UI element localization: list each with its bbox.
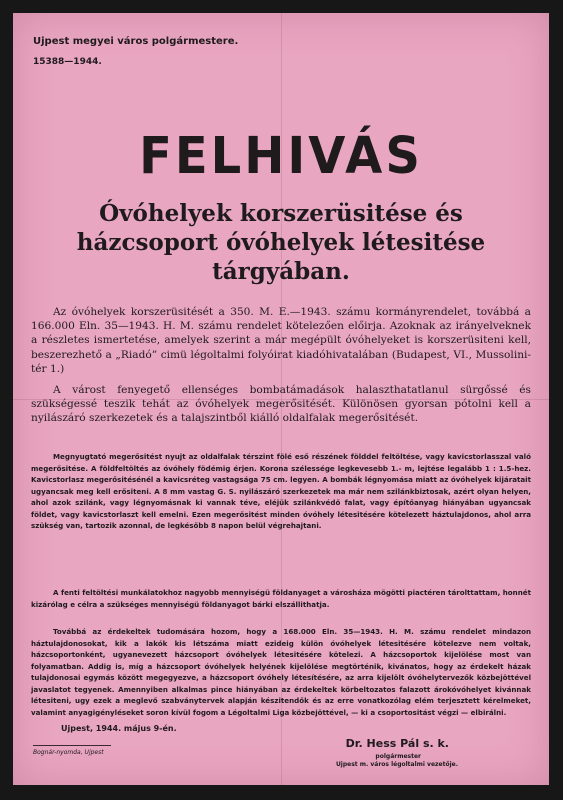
signer-name: Dr. Hess Pál s. k.: [345, 737, 449, 750]
issuer-line: Ujpest megyei város polgármestere.: [33, 36, 239, 47]
printer-divider: [33, 745, 111, 746]
poster-sheet: [13, 13, 549, 785]
paragraph-group-shelters: Továbbá az érdekeltek tudomására hozom, hogy a 168.000 Eln. 35—1943. H. M. számu rendelet mindazon háztulajdonosokat, kik a lakók kis létszáma miatt ezideig külön óvóhelyek létesitésére kötelezve nem voltak, házcsoportonként, ugyanevezett házcsoport óvóhelyek létesitésére kötelezi. A házcsoportok kijelölése most van folyamatban. Addig is, míg a házcsoport óvóhelyek helyének kijelölése megtörténik, kivánatos, hogy az érdekelt házak tulajdonosai egymás között megegyezve, a házcsoport óvóhely létesítésére, az arra kijelölt óvóhelytervezők közbejöttével javaslatot tegyenek. Amennyiben alkalmas pince hiányában az érdekeltek körbeltozatos falazott árokóvóhelyet kivánnak létesiteni, ugy ezek a meglevő szabványtervek alapján készitendők és az erre vonatkozólag elém terjesztett kérelmeket, valamint anyagigényléseket soron kívül fogom a Légoltalmi Liga közbejöttével, — ki a csoportositást végzi — elbirálni.: [31, 627, 531, 717]
poster-subtitle: Óvóhelyek korszerüsitése és házcsoport óvóhelyek létesitése tárgyában.: [76, 200, 486, 285]
paragraph-urgency: A várost fenyegető ellenséges bombatámadások halaszthatatlanul sürgőssé és szükségessé teszik tehát az óvóhelyek megerősitését. Különösen gyorsan pótolni kell a nyilászáró szerkezetek és a talajszintből kiálló oldalfalak megerősitését.: [31, 384, 531, 425]
issue-date: Ujpest, 1944. május 9-én.: [61, 724, 177, 733]
paragraph-reinforcement: Megnyugtató megerősitést nyujt az oldalfalak térszint fölé eső részének földdel feltöltése, vagy kavicstorlasszal való megerősitése. A földfeltöltés az óvóhely födémig érjen. Korona szélessége legkevesebb 1.- m, lejtése legalább 1 : 1.5-hez. Kavicstorlasz megerősitésénél a kavicsréteg vastagsága 75 cm. legyen. A bombák légnyomása miatt az óvóhelyek kijáratait ugyancsak meg kell erősiteni. A 8 mm vastag G. S. nyilászáró szerkezetek ma már nem szilánkbiztosak, azért olyan helyen, ahol azok szilánk, vagy légnyomásnak ki vannak téve, eléjük szilánkvédő falat, vagy építőanyag hiányában ugyancsak földet, vagy kavicstorlaszt kell emelni. Ezen megerősitést minden óvóhely létesitésére kötelezett háztulajdonos, ahol arra szükség van, tartozik azonnal, de legkésőbb 8 napon belül végrehajtani.: [31, 452, 531, 530]
paragraph-soil-material: A fenti feltöltési munkálatokhoz nagyobb mennyiségü földanyaget a városháza mögötti piactéren tárolttattam, honnét kizárólag e célra a szükséges mennyiségü földanyagot bárki elszállithatja.: [31, 588, 531, 609]
paragraph-regulations: Az óvóhelyek korszerüsitését a 350. M. E.—1943. számu kormányrendelet, továbbá a 166.000 Eln. 35—1943. H. M. számu rendelet kötelezően előirja. Azoknak az irányelveknek a részletes ismertetése, amelyek szerint a már megépült óvóhelyeket is korszerüsiteni kell, beszerezhető a „Riadó” cimü légoltalmi folyóirat kiadóhivatalában (Budapest, VI., Mussolini-tér 1.): [31, 306, 531, 375]
poster-title: FELHIVÁS: [139, 126, 423, 186]
signer-title-mayor: polgármester: [375, 753, 421, 760]
signer-title-aircraft-defense: Ujpest m. város légoltalmi vezetője.: [335, 761, 458, 768]
printer-credit: Bognár-nyomda, Ujpest: [33, 749, 104, 756]
registration-number: 15388—1944.: [33, 57, 102, 67]
